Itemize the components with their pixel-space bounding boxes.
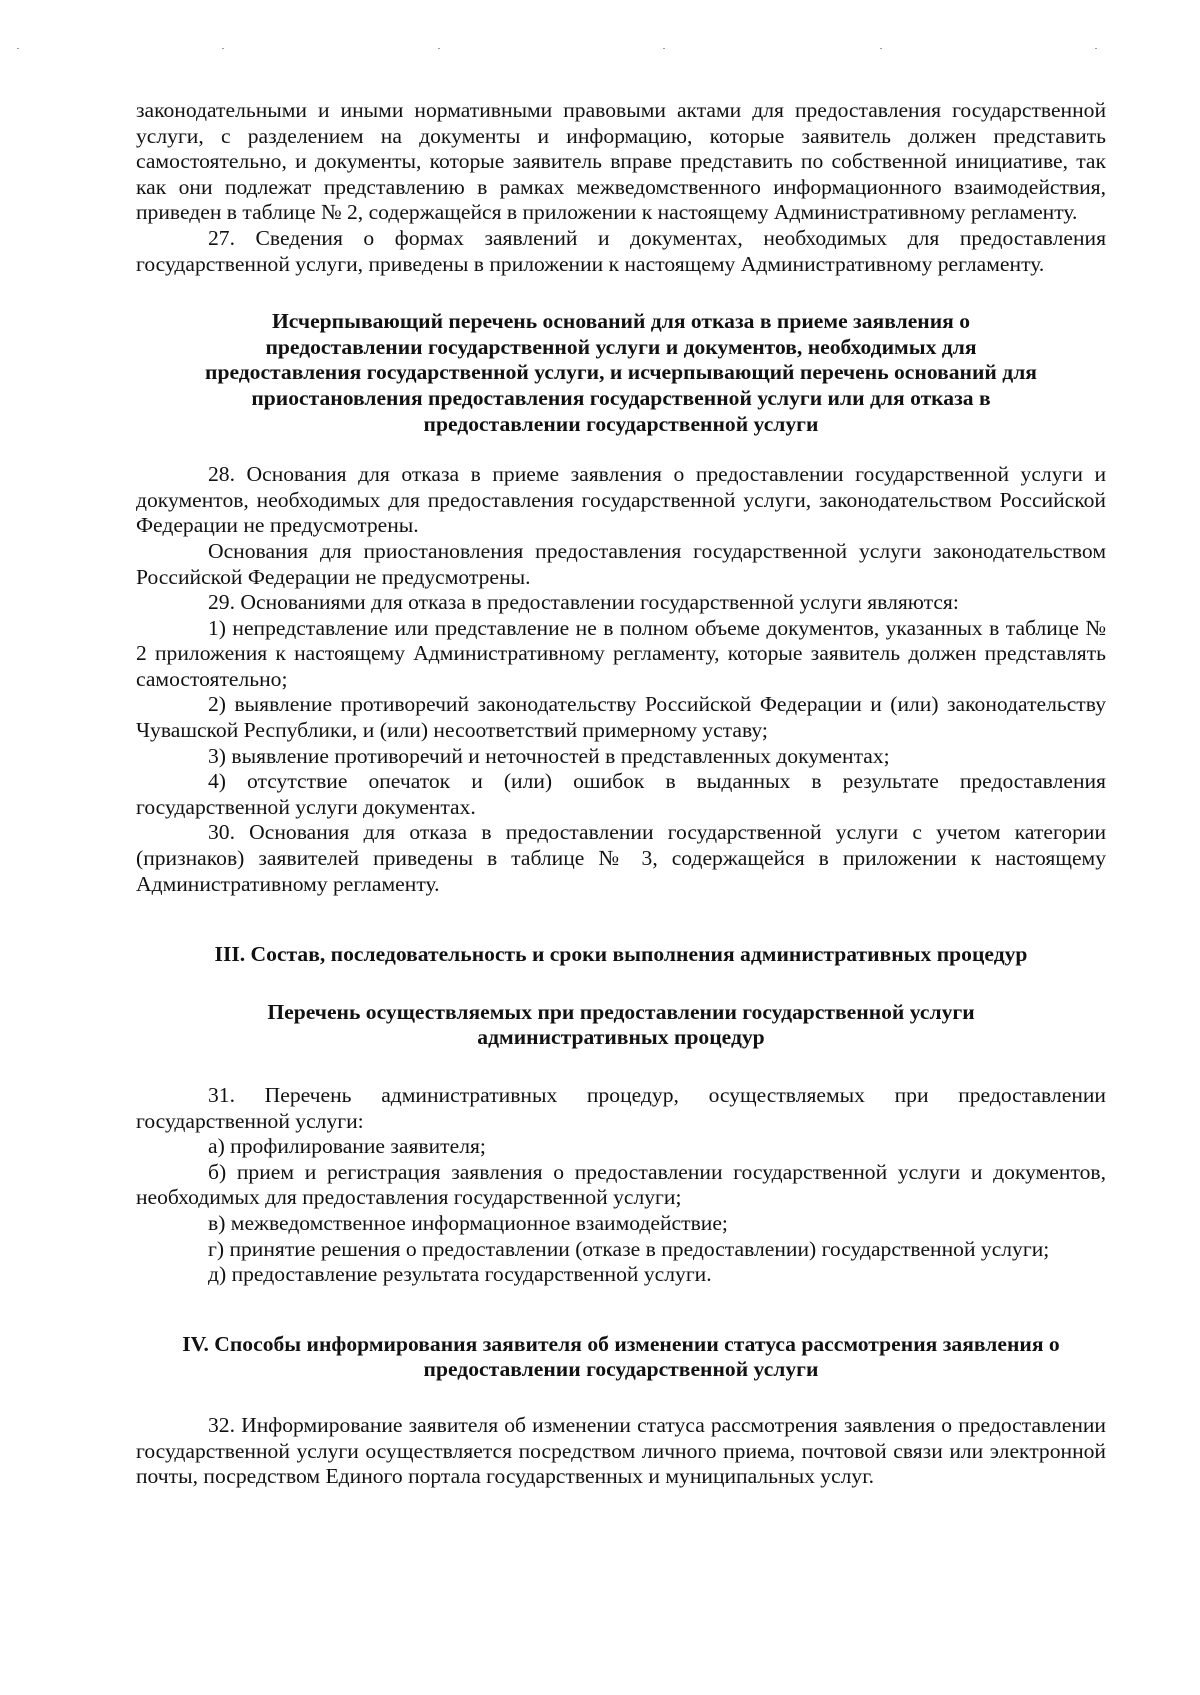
list-item-31-v: в) межведомственное информационное взаимодействие; [208, 1210, 728, 1235]
list-item-29-3: 3) выявление противоречий и неточностей в представленных документах; [208, 743, 890, 768]
heading-refusal-grounds [136, 309, 1106, 437]
document-body [136, 98, 1106, 1490]
paragraph-30: 30. Основания для отказа в предоставлении государственной услуги с учетом категории (признаков) заявителей приведены в таблице № 3, содержащейся в приложении к настоящему Административному регламенту. [136, 820, 1106, 896]
paragraph-28: 28. Основания для отказа в приеме заявления о предоставлении государственной услуги и документов, необходимых для предоставления государственной услуги, законодательством Российской Федерации не предусмотрены. [136, 462, 1106, 538]
list-item-31-g: г) принятие решения о предоставлении (отказе в предоставлении) государственной услуги; [208, 1236, 1050, 1261]
heading-procedures-list-text: Перечень осуществляемых при предоставлении государственной услуги административных процедур [267, 999, 975, 1050]
section-3-title: III. Состав, последовательность и сроки выполнения административных процедур [214, 942, 1028, 967]
list-item-29-4: 4) отсутствие опечаток и (или) ошибок в выданных в результате предоставления государственной услуги документах. [136, 769, 1106, 819]
section-4-title-text: IV. Способы информирования заявителя об изменении статуса рассмотрения заявления о предоставлении государственной услуги [182, 1331, 1060, 1382]
list-item-31-d: д) предоставление результата государственной услуги. [208, 1262, 712, 1287]
scan-artifact [438, 48, 440, 49]
list-item-29-1: 1) непредставление или представление не в полном объеме документов, указанных в таблице № 2 приложения к настоящему Административному регламенту, которые заявитель должен представлять самостоятельно; [136, 615, 1106, 691]
scan-artifact [880, 48, 882, 49]
paragraph-27: 27. Сведения о формах заявлений и документах, необходимых для предоставления государственной услуги, приведены в приложении к настоящему Административному регламенту. [136, 225, 1106, 276]
paragraph-32: 32. Информирование заявителя об изменении статуса рассмотрения заявления о предоставлении государственной услуги осуществляется посредством личного приема, почтовой связи или электронной почты, посредством Единого портала государственных и муниципальных услуг. [136, 1412, 1106, 1489]
heading-refusal-grounds-text: Исчерпывающий перечень оснований для отказа в приеме заявления о предоставлении государственной услуги и документов, необходимых для предоставления государственной услуги, и исчерпывающий перечень оснований для приостановления предоставления государственной услуги или для отказа в предоставлении государственной услуги [205, 309, 1037, 436]
scan-artifact [1095, 48, 1097, 49]
paragraph-continuation: законодательными и иными нормативными правовыми актами для предоставления государственной услуги, с разделением на документы и информацию, которые заявитель должен представить самостоятельно, и документы, которые заявитель вправе представить по собственной инициативе, так как они подлежат представлению в рамках межведомственного информационного взаимодействия, приведен в таблице № 2, содержащейся в приложении к настоящему Административному регламенту. [136, 98, 1106, 225]
scan-artifact [663, 48, 665, 49]
section-4-title [136, 1332, 1106, 1383]
heading-procedures-list [136, 1000, 1106, 1051]
paragraph-29: 29. Основаниями для отказа в предоставлении государственной услуги являются: [208, 590, 959, 615]
scan-artifact [222, 48, 224, 49]
list-item-29-2: 2) выявление противоречий законодательству Российской Федерации и (или) законодательству Чувашской Республики, и (или) несоответствий примерному уставу; [136, 692, 1106, 743]
paragraph-28-suspension: Основания для приостановления предоставления государственной услуги законодательством Российской Федерации не предусмотрены. [136, 538, 1106, 589]
scan-artifact [17, 48, 19, 49]
list-item-31-a: а) профилирование заявителя; [208, 1134, 486, 1159]
list-item-31-b: б) прием и регистрация заявления о предоставлении государственной услуги и документов, необходимых для предоставления государственной услуги; [136, 1159, 1106, 1210]
paragraph-31: 31. Перечень административных процедур, осуществляемых при предоставлении государственной услуги: [136, 1083, 1106, 1133]
